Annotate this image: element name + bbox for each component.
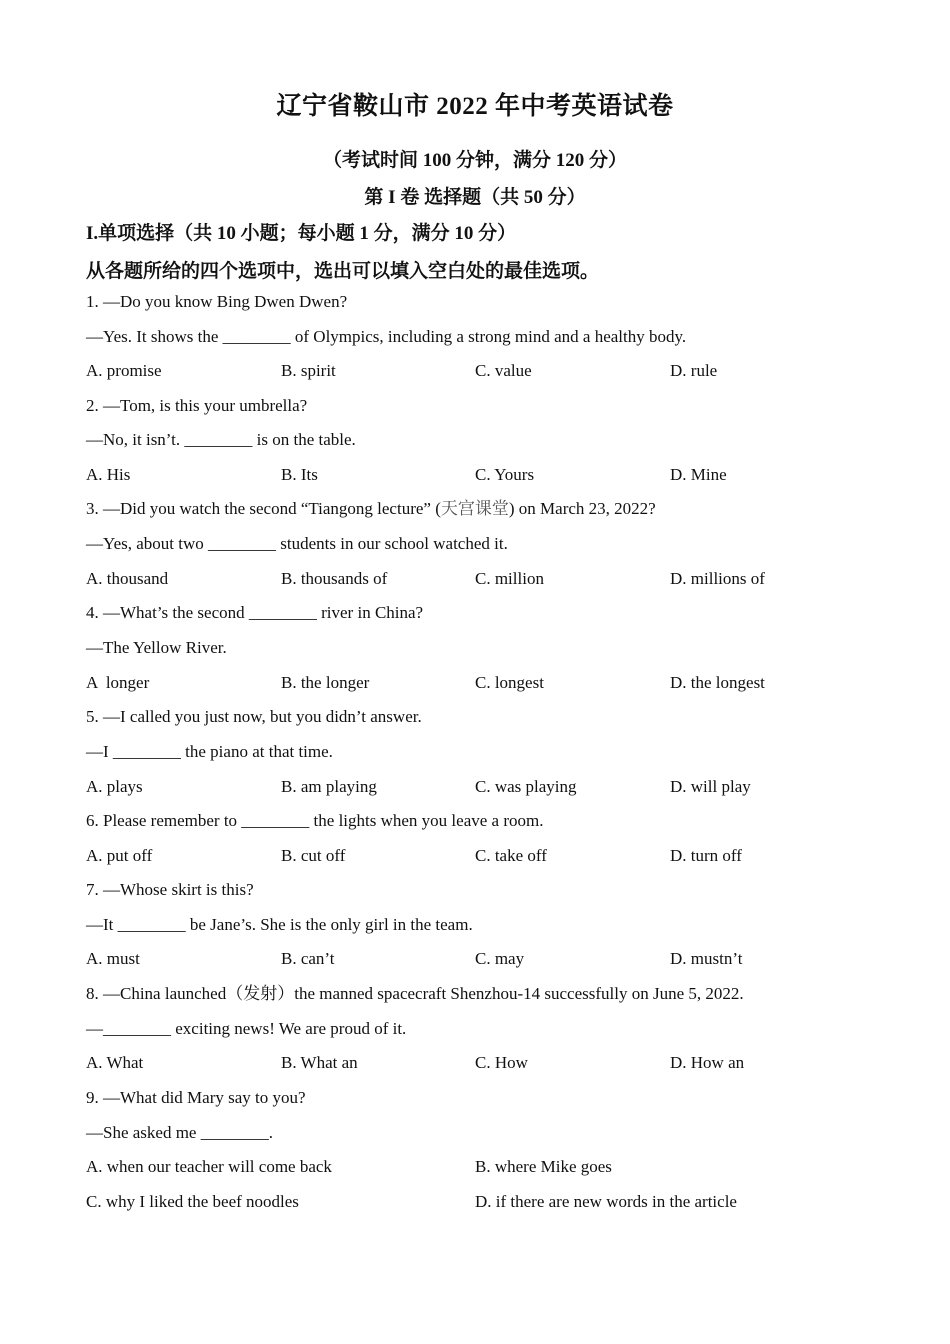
question-5-option-d: D. will play bbox=[670, 777, 751, 796]
question-8-option-b: B. What an bbox=[281, 1053, 358, 1072]
question-7-option-b: B. can’t bbox=[281, 949, 335, 968]
question-1-option-c: C. value bbox=[475, 361, 532, 380]
question-5-option-a: A. plays bbox=[86, 777, 143, 796]
question-8-prompt: 8. —China launched（发射）the manned spacecraft Shenzhou-14 successfully on June 5, 2022. bbox=[86, 984, 744, 1003]
question-1-option-b: B. spirit bbox=[281, 361, 336, 380]
question-9-option-a: A. when our teacher will come back bbox=[86, 1157, 332, 1176]
question-6-prompt: 6. Please remember to ________ the lights when you leave a room. bbox=[86, 811, 544, 830]
question-4-option-b: B. the longer bbox=[281, 673, 370, 692]
question-6-option-a: A. put off bbox=[86, 846, 153, 865]
question-9-option-b: B. where Mike goes bbox=[475, 1157, 612, 1176]
question-5-option-c: C. was playing bbox=[475, 777, 577, 796]
question-9-prompt: 9. —What did Mary say to you? bbox=[86, 1088, 306, 1107]
question-3-option-d: D. millions of bbox=[670, 569, 765, 588]
section-title: 第 I 卷 选择题（共 50 分） bbox=[364, 187, 586, 208]
question-5-response: —I ________ the piano at that time. bbox=[86, 742, 333, 761]
question-3-prompt bbox=[86, 499, 656, 519]
exam-title: 辽宁省鞍山市 2022 年中考英语试卷 bbox=[276, 93, 674, 120]
question-8-option-a: A. What bbox=[86, 1053, 144, 1072]
question-4-option-a: A longer bbox=[86, 673, 150, 692]
question-5-option-b: B. am playing bbox=[281, 777, 377, 796]
question-6-option-c: C. take off bbox=[475, 846, 547, 865]
part-title: I.单项选择（共 10 小题；每小题 1 分，满分 10 分） bbox=[86, 223, 517, 244]
question-1-prompt: 1. —Do you know Bing Dwen Dwen? bbox=[86, 292, 348, 311]
question-7-option-c: C. may bbox=[475, 949, 525, 968]
question-2-response: —No, it isn’t. ________ is on the table. bbox=[86, 430, 356, 449]
question-9-response: —She asked me ________. bbox=[86, 1123, 273, 1142]
question-4-response: —The Yellow River. bbox=[86, 638, 227, 657]
question-3-prompt-end: ) on March 23, 2022? bbox=[508, 499, 656, 518]
question-7-response: —It ________ be Jane’s. She is the only girl in the team. bbox=[86, 915, 473, 934]
question-8-option-d: D. How an bbox=[670, 1053, 745, 1072]
question-3-chinese-term: 天宫课堂 bbox=[440, 499, 509, 518]
question-7-option-a: A. must bbox=[86, 949, 140, 968]
question-2-prompt: 2. —Tom, is this your umbrella? bbox=[86, 396, 308, 415]
question-6-option-b: B. cut off bbox=[281, 846, 346, 865]
question-2-option-c: C. Yours bbox=[475, 465, 535, 484]
question-4-option-d: D. the longest bbox=[670, 673, 765, 692]
exam-info: （考试时间 100 分钟，满分 120 分） bbox=[322, 150, 627, 171]
question-7-option-d: D. mustn’t bbox=[670, 949, 743, 968]
question-1-option-a: A. promise bbox=[86, 361, 162, 380]
question-5-prompt: 5. —I called you just now, but you didn’t answer. bbox=[86, 707, 422, 726]
question-2-option-d: D. Mine bbox=[670, 465, 727, 484]
question-9-option-d: D. if there are new words in the article bbox=[475, 1192, 737, 1211]
question-3-option-b: B. thousands of bbox=[281, 569, 388, 588]
question-6-option-d: D. turn off bbox=[670, 846, 742, 865]
question-4-prompt: 4. —What’s the second ________ river in China? bbox=[86, 603, 424, 622]
question-3-option-c: C. million bbox=[475, 569, 544, 588]
question-4-option-c: C. longest bbox=[475, 673, 544, 692]
question-2-option-a: A. His bbox=[86, 465, 131, 484]
question-7-prompt: 7. —Whose skirt is this? bbox=[86, 880, 254, 899]
question-3-prompt-start: 3. —Did you watch the second “Tiangong lecture” ( bbox=[86, 499, 441, 518]
question-2-option-b: B. Its bbox=[281, 465, 318, 484]
question-3-response: —Yes, about two ________ students in our school watched it. bbox=[86, 534, 508, 553]
instruction: 从各题所给的四个选项中，选出可以填入空白处的最佳选项。 bbox=[86, 261, 600, 282]
question-1-response: —Yes. It shows the ________ of Olympics, including a strong mind and a healthy body. bbox=[86, 327, 687, 346]
question-8-response: —________ exciting news! We are proud of it. bbox=[86, 1019, 407, 1038]
question-3-option-a: A. thousand bbox=[86, 569, 169, 588]
question-8-option-c: C. How bbox=[475, 1053, 528, 1072]
question-9-option-c: C. why I liked the beef noodles bbox=[86, 1192, 299, 1211]
question-1-option-d: D. rule bbox=[670, 361, 718, 380]
